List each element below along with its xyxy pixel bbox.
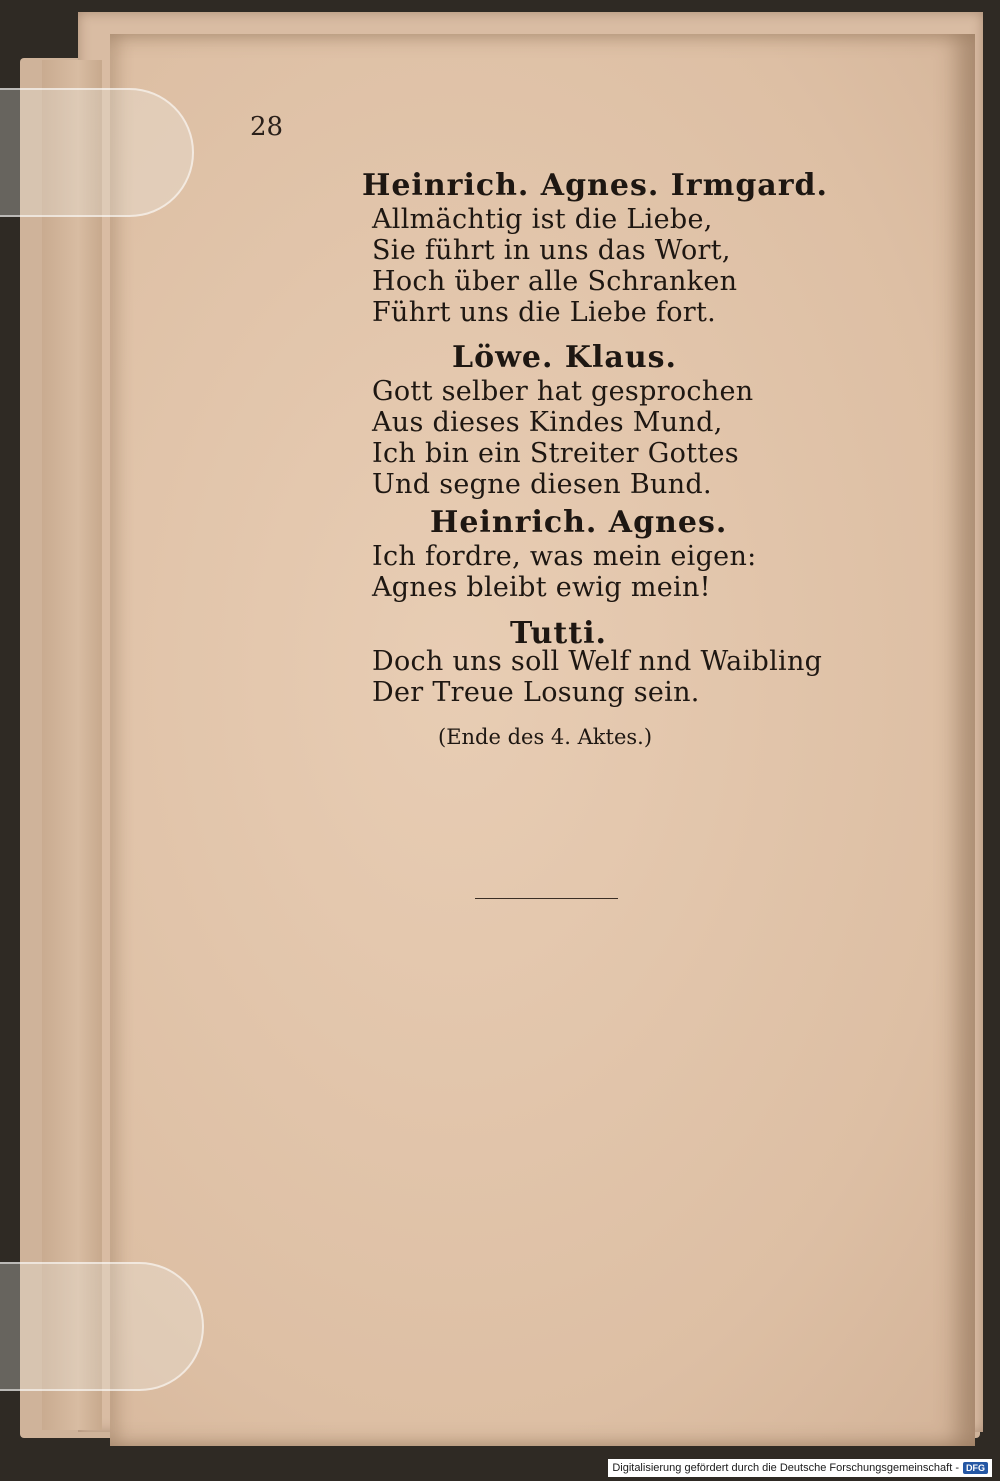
verse-line: Gott selber hat gesprochen bbox=[372, 376, 754, 407]
verse-line: Doch uns soll Welf nnd Waibling bbox=[372, 646, 823, 677]
verse-line: Aus dieses Kindes Mund, bbox=[372, 407, 723, 438]
speaker-heading: Heinrich. Agnes. bbox=[430, 505, 728, 540]
glass-clip-top bbox=[0, 88, 194, 217]
verse-line: Ich fordre, was mein eigen: bbox=[372, 541, 757, 572]
page-edges bbox=[42, 60, 102, 1430]
verse-line: Der Treue Losung sein. bbox=[372, 677, 700, 708]
verse-line: Hoch über alle Schranken bbox=[372, 266, 738, 297]
glass-clip-bottom bbox=[0, 1262, 204, 1391]
speaker-heading: Heinrich. Agnes. Irmgard. bbox=[362, 168, 828, 203]
speaker-heading: Löwe. Klaus. bbox=[452, 340, 677, 375]
credit-text: Digitalisierung gefördert durch die Deutsche Forschungsgemeinschaft - bbox=[612, 1462, 959, 1474]
verse-line: Und segne diesen Bund. bbox=[372, 469, 712, 500]
verse-line: Agnes bleibt ewig mein! bbox=[372, 572, 711, 603]
page-number: 28 bbox=[250, 112, 284, 142]
dfg-logo: DFG bbox=[963, 1462, 988, 1474]
verse-line: Allmächtig ist die Liebe, bbox=[372, 204, 713, 235]
act-end-note: (Ende des 4. Aktes.) bbox=[438, 725, 653, 749]
divider-rule bbox=[475, 898, 618, 899]
verse-line: Ich bin ein Streiter Gottes bbox=[372, 438, 739, 469]
verse-line: Sie führt in uns das Wort, bbox=[372, 235, 731, 266]
verse-line: Führt uns die Liebe fort. bbox=[372, 297, 717, 328]
digitization-credit bbox=[608, 1459, 992, 1477]
speaker-heading: Tutti. bbox=[510, 616, 607, 651]
